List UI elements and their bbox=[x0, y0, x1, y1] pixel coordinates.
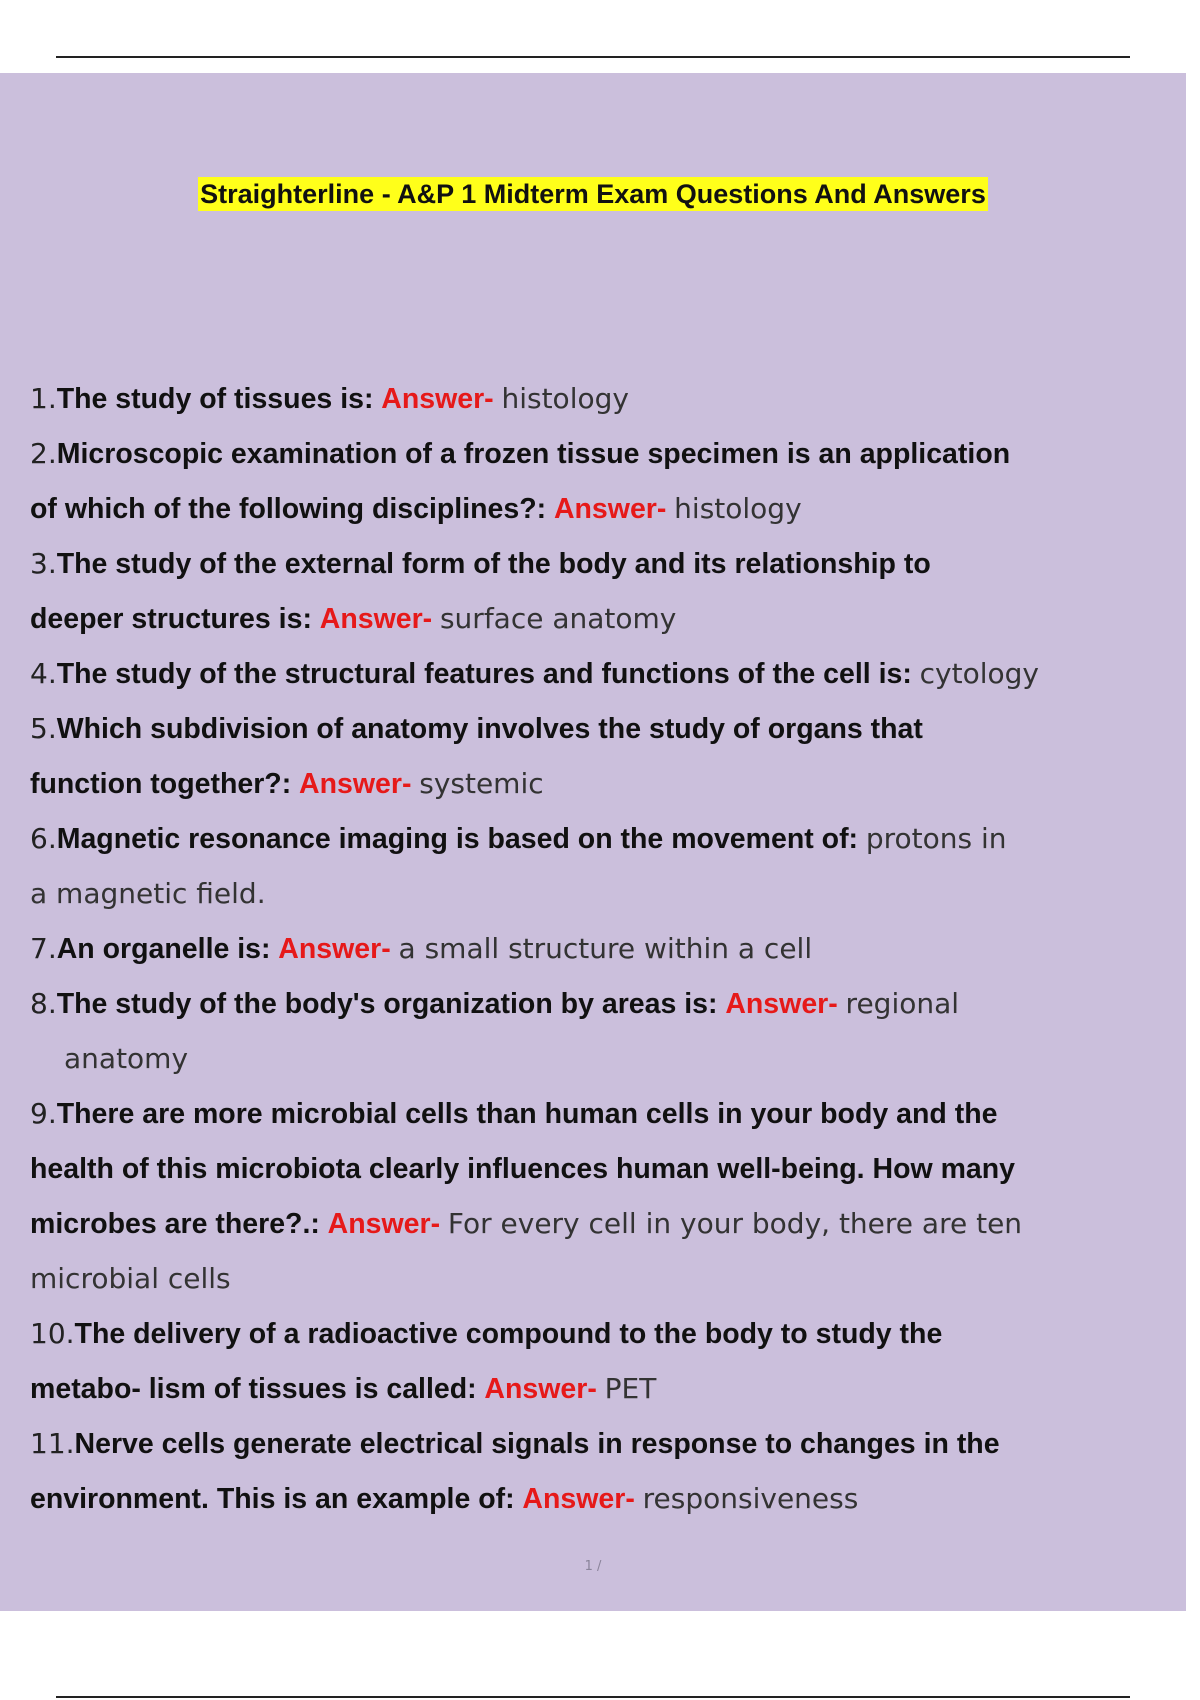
question-9: 9.There are more microbial cells than human cells in your body and the bbox=[30, 1097, 998, 1130]
answer-text: microbial cells bbox=[30, 1262, 231, 1295]
answer-text: responsiveness bbox=[642, 1482, 859, 1515]
answer-text: systemic bbox=[419, 767, 544, 800]
answer-text: a magnetic field. bbox=[30, 877, 266, 910]
question-7: 7.An organelle is: Answer- a small structure within a cell bbox=[30, 932, 813, 965]
question-2-cont: of which of the following disciplines?: Answer- histology bbox=[30, 492, 802, 525]
answer-label: Answer- bbox=[725, 988, 838, 1020]
answer-text: surface anatomy bbox=[439, 602, 677, 635]
document-page bbox=[0, 73, 1186, 1611]
question-9-cont2: microbes are there?.: Answer- For every cell in your body, there are ten bbox=[30, 1207, 1023, 1240]
question-5: 5.Which subdivision of anatomy involves the study of organs that bbox=[30, 712, 923, 745]
question-6: 6.Magnetic resonance imaging is based on the movement of: protons in bbox=[30, 822, 1007, 855]
answer-text: anatomy bbox=[64, 1042, 189, 1075]
question-11-cont: environment. This is an example of: Answer- responsiveness bbox=[30, 1482, 859, 1515]
question-3-cont: deeper structures is: Answer- surface anatomy bbox=[30, 602, 677, 635]
answer-label: Answer- bbox=[553, 493, 667, 525]
answer-label: Answer- bbox=[278, 933, 391, 965]
question-3: 3.The study of the external form of the body and its relationship to bbox=[30, 547, 931, 580]
answer-text: a small structure within a cell bbox=[398, 932, 813, 965]
answer-label: Answer- bbox=[522, 1483, 635, 1515]
answer-text: histology bbox=[501, 382, 629, 415]
question-8-cont bbox=[30, 1031, 1180, 1086]
answer-label: Answer- bbox=[484, 1373, 597, 1405]
question-4: 4.The study of the structural features and functions of the cell is: cytology bbox=[30, 657, 1039, 690]
question-11: 11.Nerve cells generate electrical signals in response to changes in the bbox=[30, 1427, 1000, 1460]
answer-label: Answer- bbox=[319, 603, 433, 635]
answer-text: protons in bbox=[865, 822, 1007, 855]
page-number: 1 / bbox=[584, 1559, 602, 1574]
question-8: 8.The study of the body's organization by areas is: Answer- regional bbox=[30, 987, 960, 1020]
question-5-cont: function together?: Answer- systemic bbox=[30, 767, 544, 800]
qa-list bbox=[30, 371, 1180, 1526]
answer-text: regional bbox=[845, 987, 960, 1020]
answer-text: PET bbox=[604, 1372, 657, 1405]
page-title bbox=[0, 179, 1186, 210]
answer-label: Answer- bbox=[381, 383, 494, 415]
question-10-cont: metabo- lism of tissues is called: Answer- PET bbox=[30, 1372, 657, 1405]
bottom-rule bbox=[56, 1696, 1130, 1698]
top-rule bbox=[56, 56, 1130, 58]
question-6-cont bbox=[30, 866, 1180, 921]
answer-label: Answer- bbox=[327, 1208, 441, 1240]
answer-label: Answer- bbox=[299, 768, 412, 800]
answer-text: For every cell in your body, there are ten bbox=[447, 1207, 1023, 1240]
answer-text: histology bbox=[674, 492, 802, 525]
question-10: 10.The delivery of a radioactive compound to the body to study the bbox=[30, 1317, 943, 1350]
question-2: 2.Microscopic examination of a frozen tissue specimen is an application bbox=[30, 437, 1011, 470]
question-9-cont3 bbox=[30, 1251, 1180, 1306]
title-highlight: Straighterline - A&P 1 Midterm Exam Questions And Answers bbox=[200, 179, 986, 209]
question-9-cont: health of this microbiota clearly influences human well-being. How many bbox=[30, 1153, 1016, 1185]
question-1: 1.The study of tissues is: Answer- histology bbox=[30, 382, 629, 415]
answer-text: cytology bbox=[919, 657, 1039, 690]
